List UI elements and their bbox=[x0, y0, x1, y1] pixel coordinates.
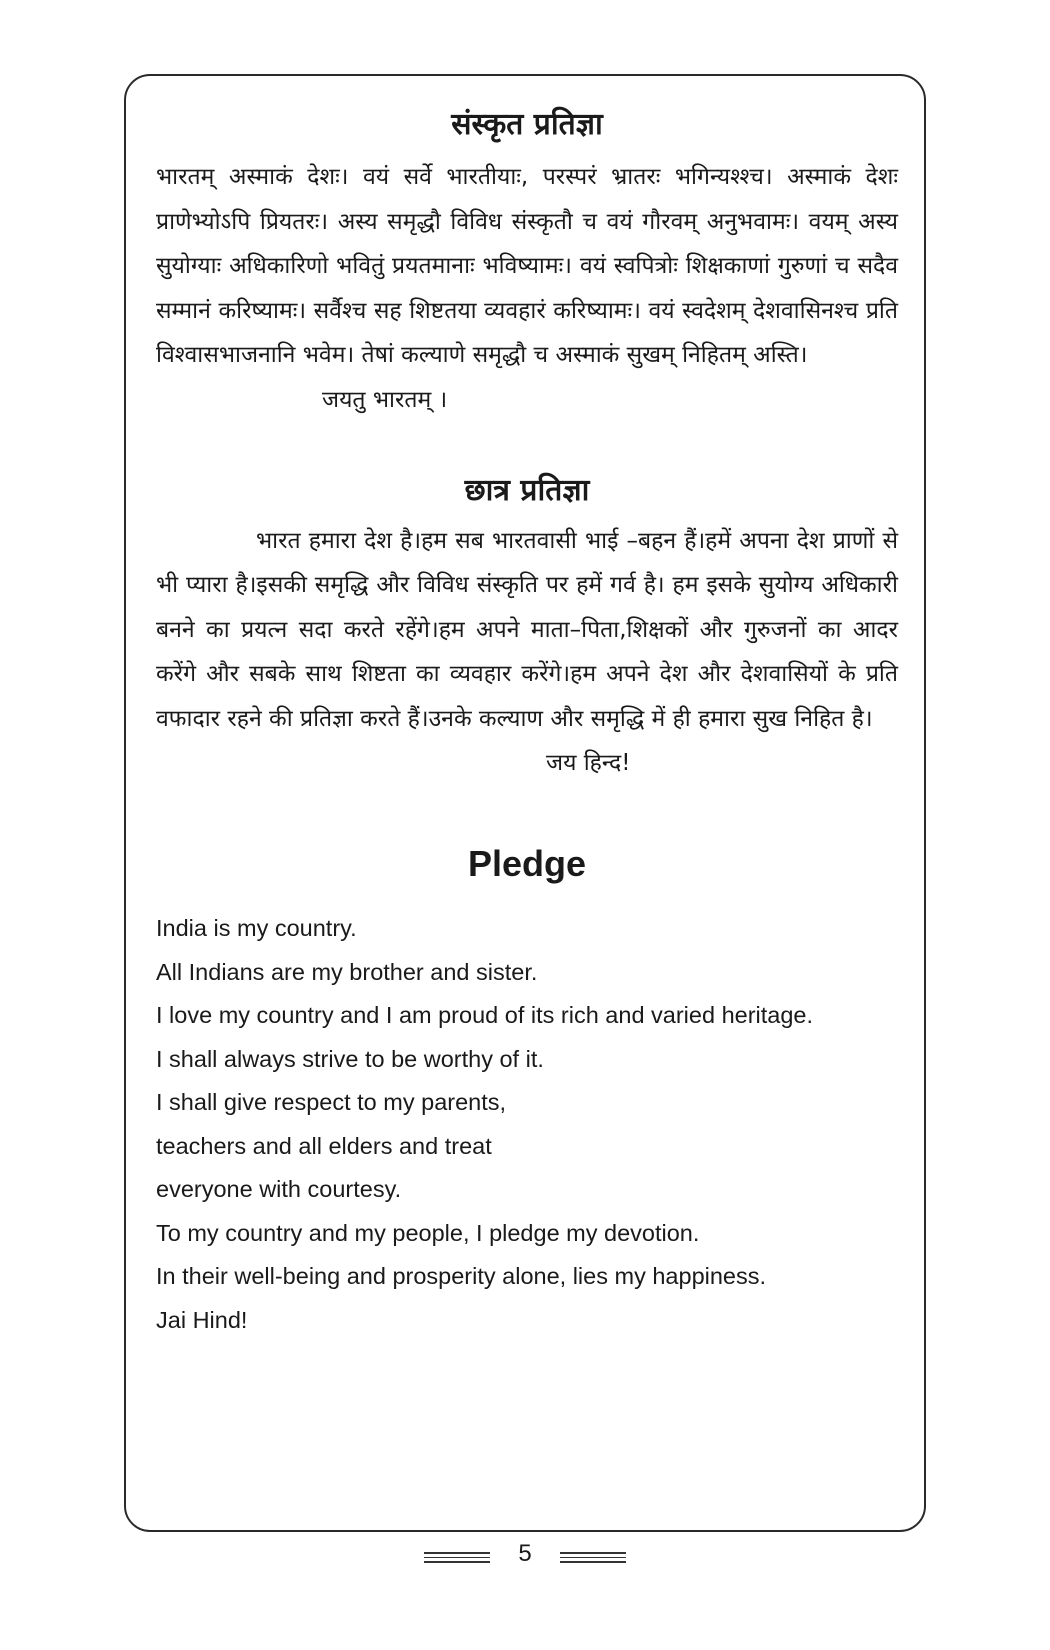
english-pledge-section bbox=[156, 843, 898, 1342]
hindi-pledge-section bbox=[156, 468, 898, 786]
sanskrit-pledge-closing: जयतु भारतम् । bbox=[322, 386, 448, 413]
sanskrit-pledge-title: संस्कृत प्रतिज्ञा bbox=[451, 107, 603, 142]
pledge-line: To my country and my people, I pledge my devotion. bbox=[156, 1219, 700, 1246]
footer-rule-left bbox=[424, 1552, 490, 1566]
hindi-pledge-closing: जय हिन्द! bbox=[546, 750, 631, 776]
english-pledge-lines bbox=[156, 907, 898, 1342]
pledge-line: I shall always strive to be worthy of it. bbox=[156, 1045, 544, 1072]
pledge-line: teachers and all elders and treat bbox=[156, 1132, 492, 1159]
page-footer bbox=[0, 1540, 1050, 1580]
page-content bbox=[156, 96, 898, 1342]
pledge-line: India is my country. bbox=[156, 915, 357, 941]
pledge-line: All Indians are my brother and sister. bbox=[156, 958, 538, 985]
hindi-pledge-body: भारत हमारा देश है।हम सब भारतवासी भाई –बहन हैं।हमें अपना देश प्राणों से भी प्यारा है।इसकी समृद्धि और विविध संस्कृति पर हमें गर्व है। हम इसके सुयोग्य अधिकारी बनने का प्रयत्न सदा करते रहेंगे।हम अपने माता–पिता,शिक्षकों और गुरुजनों का आदर करेंगे और सबके साथ शिष्टता का व्यवहार करेंगे।हम अपने देश और देशवासियों के प्रति वफादार रहने की प्रतिज्ञा करते हैं।उनके कल्याण और समृद्धि में ही हमारा सुख निहित है। bbox=[156, 527, 898, 732]
sanskrit-pledge-section bbox=[156, 102, 898, 422]
sanskrit-pledge-body: भारतम् अस्माकं देशः। वयं सर्वे भारतीयाः, परस्परं भ्रातरः भगिन्यश्श्च। अस्माकं देशः प्राणेभ्योऽपि प्रियतरः। अस्य समृद्धौ विविध संस्कृतौ च वयं गौरवम् अनुभवामः। वयम् अस्य सुयोग्याः अधिकारिणो भवितुं प्रयतमानाः भविष्यामः। वयं स्वपित्रोः शिक्षकाणां गुरुणां च सदैव सम्मानं करिष्यामः। सर्वैश्च सह शिष्टतया व्यवहारं करिष्यामः। वयं स्वदेशम् देशवासिनश्च प्रति विश्वासभाजनानि भवेम। तेषां कल्याणे समृद्धौ च अस्माकं सुखम् निहितम् अस्ति। bbox=[156, 164, 898, 368]
pledge-line: I love my country and I am proud of its rich and varied heritage. bbox=[156, 1002, 814, 1028]
page-number: 5 bbox=[518, 1540, 532, 1567]
pledge-line: everyone with courtesy. bbox=[156, 1176, 402, 1202]
hindi-pledge-title: छात्र प्रतिज्ञा bbox=[464, 472, 590, 508]
pledge-line: Jai Hind! bbox=[156, 1306, 248, 1333]
pledge-line: In their well-being and prosperity alone, lies my happiness. bbox=[156, 1263, 767, 1289]
english-pledge-title: Pledge bbox=[467, 843, 587, 884]
pledge-line: I shall give respect to my parents, bbox=[156, 1089, 507, 1115]
footer-rule-right bbox=[560, 1552, 626, 1566]
